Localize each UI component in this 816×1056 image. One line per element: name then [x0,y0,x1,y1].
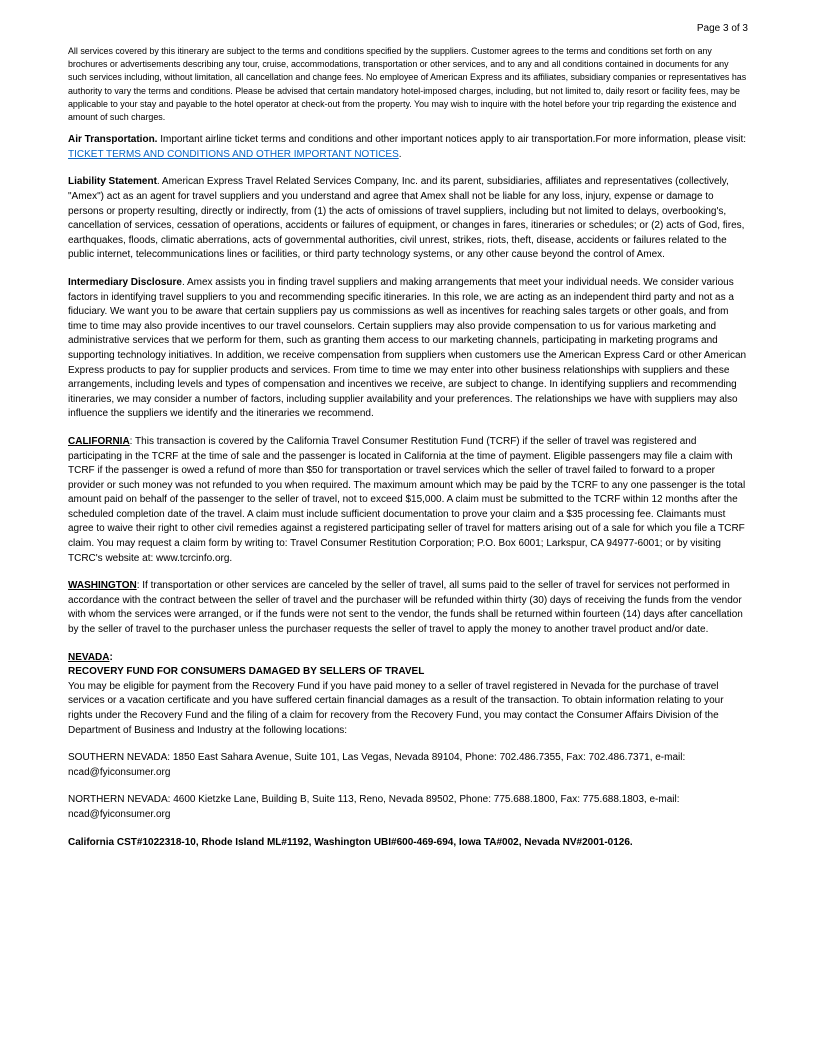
nevada-subheading: RECOVERY FUND FOR CONSUMERS DAMAGED BY SELLERS OF TRAVEL [68,666,425,678]
intermediary-disclosure-label: Intermediary Disclosure [68,276,182,288]
air-transportation-label: Air Transportation. [68,134,158,146]
air-transportation-text: Important airline ticket terms and conditions and other important notices apply to air transportation.For more information, please visit: [157,134,747,146]
air-transportation-after-link: . [398,148,402,160]
liability-statement-text: . American Express Travel Related Services Company, Inc. and its parent, subsidiaries, affiliates and representatives (collectively, "Amex") act as an agent for travel suppliers and you understand and agree that Amex shall not be liable for any loss, injury, expense or damage to persons or property resulting, directly or indirectly, from (1) the acts of omissions of travel suppliers, including but not limited to delays, overbooking's, cancellation of services, cessation of operations, accidents or failures of equipment, or changes in fares, itineraries or schedules; or (2) acts of God, fires, earthquakes, floods, climatic aberrations, acts of governmental authorities, civil unrest, strikes, riots, theft, disease, accidents or failures related to the public internet, telecommunications lines or facilities, or third party technology systems, or any other cause beyond the control of Amex. [68,176,745,261]
washington-label: WASHINGTON [68,580,137,592]
paragraph-registrations: California CST#1022318-10, Rhode Island ML#1192, Washington UBI#600-469-694, Iowa TA#002, Nevada NV#2001-0126. [68,836,633,848]
paragraph-air-transportation [68,133,748,162]
paragraph-liability-statement [68,175,748,263]
paragraph-nevada [68,651,748,739]
paragraph-northern-nevada: NORTHERN NEVADA: 4600 Kietzke Lane, Building B, Suite 113, Reno, Nevada 89502, Phone: 775.688.1800, Fax: 775.688.1803, e-mail: ncad@fyiconsumer.org [68,794,680,820]
page-number: Page 3 of 3 [696,23,748,34]
paragraph-intermediary-disclosure [68,276,748,422]
california-label: CALIFORNIA [68,435,130,447]
paragraph-services-notice: All services covered by this itinerary are subject to the terms and conditions specified by the suppliers. Customer agrees to the terms and conditions set forth on any brochures or advertisements describing any tour, cruise, accommodations, transportation or other services, and to any and all conditions contained in documents for any such services including, without limitation, all cancellation and change fees. No employee of American Express and its affiliates, subsidiary companies or representatives has authority to vary the terms and conditions. Please be advised that certain mandatory hotel-imposed charges, including, but not limited to, daily resort or facility fees, may be applicable to your stay and payable to the hotel operator at check-out from the property. You may wish to inquire with the hotel before your trip regarding the existence and amount of such charges. [68,46,747,123]
paragraph-washington [68,579,748,637]
nevada-label: NEVADA [68,651,110,663]
nevada-heading-line [68,651,748,666]
paragraph-southern-nevada: SOUTHERN NEVADA: 1850 East Sahara Avenue, Suite 101, Las Vegas, Nevada 89104, Phone: 702.486.7355, Fax: 702.486.7371, e-mail: ncad@fyiconsumer.org [68,752,686,778]
nevada-colon: : [109,651,113,663]
liability-statement-label: Liability Statement [68,176,157,188]
ticket-terms-link[interactable]: TICKET TERMS AND CONDITIONS AND OTHER IMPORTANT NOTICES [68,148,399,160]
nevada-text: You may be eligible for payment from the Recovery Fund if you have paid money to a seller of travel registered in Nevada for the purchase of travel services or a vacation certificate and you have suffered certain financial damages as a result of the transaction. To obtain information relating to your rights under the Recovery Fund and the filing of a claim for recovery from the Recovery Fund, you may contact the Consumer Affairs Division of the Department of Business and Industry at the following locations: [68,680,724,736]
intermediary-disclosure-text: . Amex assists you in finding travel suppliers and making arrangements that meet your individual needs. We consider various factors in identifying travel suppliers to you and recommending specific itineraries. In this role, we are acting as an independent third party and not as a fiduciary. We want you to be aware that certain suppliers pay us commissions as well as incentives for reaching sales targets or other goals, and from time to time may also provide incentives to our travel counselors. Certain suppliers may also provide compensation to us for various marketing and administrative services that we perform for them, such as granting them access to our marketing channels, participating in marketing programs and supporting technology initiatives. In addition, we receive compensation from suppliers when customers use the American Express Card or other American Express products to pay for supplier products and services. From time to time we may enter into other business relationships with suppliers and these arrangements, including levels and types of compensation and incentives we receive, are subject to change. In identifying suppliers and recommending itineraries, we may consider a number of factors, including supplier availability and your preferences. The relationships we have with suppliers may also influence the suppliers we identify and the itineraries we recommend. [68,276,747,420]
washington-text: : If transportation or other services are canceled by the seller of travel, all sums paid to the seller of travel for services not performed in accordance with the contract between the seller of travel and the purchaser will be refunded within thirty (30) days of receiving the funds from the vendor with whom the services were arranged, or if the funds were not sent to the vendor, the funds shall be returned within fourteen (14) days after cancellation by the seller of travel to the purchaser unless the purchaser requests the seller of travel to apply the money to another travel product and/or date. [68,580,743,636]
california-text: : This transaction is covered by the California Travel Consumer Restitution Fund (TCRF) if the seller of travel was registered and participating in the TCRF at the time of sale and the passenger is located in California at the time of payment. Eligible passengers may file a claim with TCRF if the passenger is owed a refund of more than $50 for transportation or travel services which the seller of travel failed to forward to a proper provider or such money was not refunded to you when required. The maximum amount which may be paid by the TCRF to any one passenger is the total amount paid on behalf of the passenger to the seller of travel, not to exceed $15,000. A claim must be submitted to the TCRF within 12 months after the scheduled completion date of the travel. A claim must include sufficient documentation to prove your claim and a $35 processing fee. Claimants must agree to waive their right to other civil remedies against a registered participating seller of travel for matters arising out of a sale for which you file a TCRF claim. You may request a claim form by writing to: Travel Consumer Restitution Corporation; P.O. Box 6001; Larkspur, CA 94977-6001; or by visiting TCRC's website at: www.tcrcinfo.org. [68,435,746,564]
paragraph-california [68,435,748,566]
